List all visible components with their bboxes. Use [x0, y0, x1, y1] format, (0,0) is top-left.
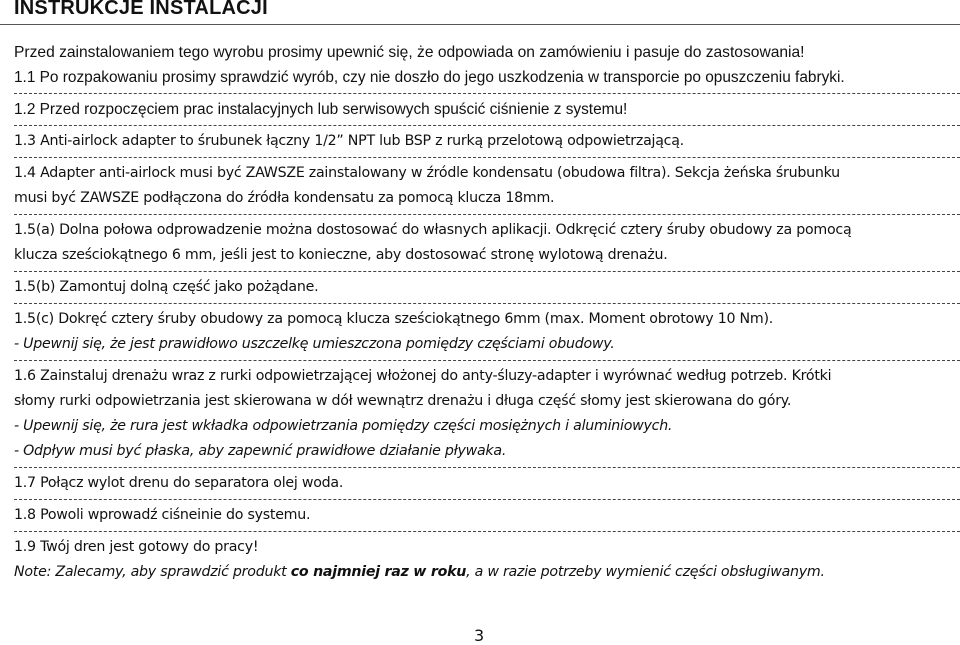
page-title: INSTRUKCJE INSTALACJI	[14, 0, 268, 19]
step-text: 1.3 Anti-airlock adapter to śrubunek łączny 1/2” NPT lub BSP z rurką przelotową odpowietrzającą.	[14, 133, 684, 149]
step-text: 1.5(b) Zamontuj dolną część jako pożądane.	[14, 279, 319, 295]
step-note: - Upewnij się, że rura jest wkładka odpowietrzania pomiędzy części mosiężnych i aluminiowych.	[14, 418, 673, 434]
instruction-list	[14, 62, 960, 588]
step-1-4	[14, 158, 960, 215]
note-suffix: , a w razie potrzeby wymienić części obsługiwanym.	[466, 564, 825, 580]
step-text: słomy rurki odpowietrzania jest skierowana w dół wewnątrz drenażu i długa część słomy jest skierowana do góry.	[14, 393, 792, 409]
step-text: 1.7 Połącz wylot drenu do separatora olej woda.	[14, 475, 344, 491]
step-1-1	[14, 62, 960, 94]
step-1-3	[14, 126, 960, 158]
step-text: 1.5(a) Dolna połowa odprowadzenie można dostosować do własnych aplikacji. Odkręcić cztery śruby obudowy za pomocą	[14, 222, 852, 238]
intro-text: Przed zainstalowaniem tego wyrobu prosimy upewnić się, że odpowiada on zamówieniu i pasuje do zastosowania!	[14, 44, 805, 61]
step-note: - Upewnij się, że jest prawidłowo uszczelkę umieszczona pomiędzy częściami obudowy.	[14, 336, 615, 352]
step-text: 1.4 Adapter anti-airlock musi być ZAWSZE zainstalowany w źródle kondensatu (obudowa filtra). Sekcja żeńska śrubunku	[14, 165, 840, 181]
step-1-6	[14, 361, 960, 468]
step-1-2	[14, 94, 960, 126]
note-prefix: Note: Zalecamy, aby sprawdzić produkt	[14, 564, 291, 580]
title-divider	[0, 24, 960, 25]
step-text: 1.1 Po rozpakowaniu prosimy sprawdzić wyrób, czy nie doszło do jego uszkodzenia w transporcie po opuszczeniu fabryki.	[14, 69, 845, 86]
step-1-9	[14, 532, 960, 588]
step-text: 1.6 Zainstaluj drenażu wraz z rurki odpowietrzającej włożonej do anty-śluzy-adapter i wyrównać według potrzeb. Krótki	[14, 368, 832, 384]
step-1-5a	[14, 215, 960, 272]
step-text: 1.8 Powoli wprowadź ciśneinie do systemu.	[14, 507, 311, 523]
step-note: - Odpływ musi być płaska, aby zapewnić prawidłowe działanie pływaka.	[14, 443, 507, 459]
step-1-5c	[14, 304, 960, 361]
step-1-7	[14, 468, 960, 500]
maintenance-note	[14, 560, 960, 585]
note-emphasis: co najmniej raz w roku	[290, 564, 467, 580]
step-text: 1.9 Twój dren jest gotowy do pracy!	[14, 539, 259, 555]
step-text: musi być ZAWSZE podłączona do źródła kondensatu za pomocą klucza 18mm.	[14, 190, 555, 206]
step-text: 1.5(c) Dokręć cztery śruby obudowy za pomocą klucza sześciokątnego 6mm (max. Moment obrotowy 10 Nm).	[14, 311, 773, 327]
step-1-5b	[14, 272, 960, 304]
step-text: klucza sześciokątnego 6 mm, jeśli jest to konieczne, aby dostosować stronę wylotową drenażu.	[14, 247, 668, 263]
step-text: 1.2 Przed rozpoczęciem prac instalacyjnych lub serwisowych spuścić ciśnienie z systemu!	[14, 101, 628, 118]
step-1-8	[14, 500, 960, 532]
page-number: 3	[474, 626, 485, 645]
